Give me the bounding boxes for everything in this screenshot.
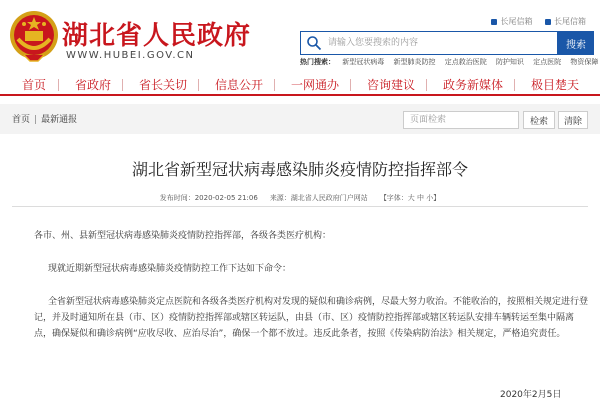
- mail-icon: [545, 19, 551, 25]
- nav-divider: [274, 79, 275, 91]
- nav-divider: [426, 79, 427, 91]
- publish-date: 发布时间：2020-02-05 21:06: [159, 194, 258, 202]
- nav-item-consult-suggest[interactable]: 咨询建议: [367, 78, 416, 92]
- search-icon: [306, 35, 322, 51]
- hot-search-words: [300, 57, 600, 67]
- breadcrumb-current[interactable]: 最新通报: [41, 115, 78, 125]
- nav-divider: [350, 79, 351, 91]
- nav-item-province-gov[interactable]: 省政府: [75, 78, 112, 92]
- hot-word[interactable]: 新型冠状病毒: [342, 58, 385, 66]
- search-input[interactable]: [328, 32, 554, 54]
- nav-divider: [514, 79, 515, 91]
- font-size-selector[interactable]: 【字体：大 中 小】: [379, 194, 441, 202]
- nav-item-jimu-chutian[interactable]: 极目楚天: [531, 78, 580, 92]
- article-paragraph: 全省新型冠状病毒感染肺炎定点医院和各级各类医疗机构对发现的疑似和确诊病例，尽最大努力收治。不能收治的，按照相关规定进行登记，并及时通知所在县（市、区）疫情防控指挥部或辖区转运队，由县（市、区）疫情防控指挥部或辖区转运队安排车辆转运至集中隔离点，确保疑似和确诊病例“应收尽收、应治尽治”，确保一个都不放过。违反此条者，按照《传染病防治法》相关规定，严格追究责任。: [34, 297, 589, 339]
- article: [0, 142, 600, 407]
- nav-divider: [198, 79, 199, 91]
- hot-word[interactable]: 定点救治医院: [444, 58, 487, 66]
- article-title: 湖北省新型冠状病毒感染肺炎疫情防控指挥部令: [131, 160, 468, 179]
- article-date: 2020年2月5日: [500, 390, 562, 400]
- site-url: WWW.HUBEI.GOV.CN: [66, 50, 195, 61]
- divider: [12, 206, 588, 207]
- national-emblem-icon[interactable]: [8, 9, 60, 63]
- hot-word[interactable]: 定点医院: [533, 58, 562, 66]
- site-name[interactable]: 湖北省人民政府: [62, 21, 252, 51]
- nav-item-home[interactable]: 首页: [22, 78, 47, 92]
- page-search-input[interactable]: [403, 111, 519, 129]
- nav-divider: [58, 79, 59, 91]
- article-greeting: 各市、州、县新型冠状病毒感染肺炎疫情防控指挥部，各级各类医疗机构：: [34, 231, 332, 241]
- top-link-mailbox-2[interactable]: 长尾信箱: [545, 17, 586, 26]
- top-link-mailbox[interactable]: 长尾信箱: [491, 17, 532, 26]
- top-links: [481, 16, 586, 27]
- breadcrumb-separator: |: [34, 115, 38, 125]
- site-header: [0, 0, 600, 74]
- article-paragraph: 现就近期新型冠状病毒感染肺炎疫情防控工作下达如下命令：: [48, 264, 292, 274]
- breadcrumb-home[interactable]: 首页: [12, 115, 31, 125]
- hot-word[interactable]: 物资保障: [570, 58, 599, 66]
- nav-item-governor-concerns[interactable]: 省长关切: [139, 78, 188, 92]
- hot-word[interactable]: 防护知识: [495, 58, 524, 66]
- breadcrumb-bar: [0, 104, 600, 134]
- nav-divider: [122, 79, 123, 91]
- page-search-button[interactable]: 检索: [523, 111, 555, 129]
- mail-icon: [491, 19, 497, 25]
- main-nav: [0, 74, 600, 96]
- hot-word[interactable]: 新型肺炎防控: [393, 58, 436, 66]
- nav-item-new-media[interactable]: 政务新媒体: [443, 78, 504, 92]
- nav-item-one-stop-service[interactable]: 一网通办: [291, 78, 340, 92]
- nav-item-info-disclosure[interactable]: 信息公开: [215, 78, 264, 92]
- clear-button[interactable]: 清除: [558, 111, 588, 129]
- hot-search-label: 热门搜索：: [300, 58, 335, 66]
- search-button[interactable]: 搜索: [558, 31, 594, 55]
- article-meta: [0, 193, 600, 203]
- breadcrumb: [12, 112, 77, 125]
- article-source: 来源：湖北省人民政府门户网站: [269, 194, 368, 202]
